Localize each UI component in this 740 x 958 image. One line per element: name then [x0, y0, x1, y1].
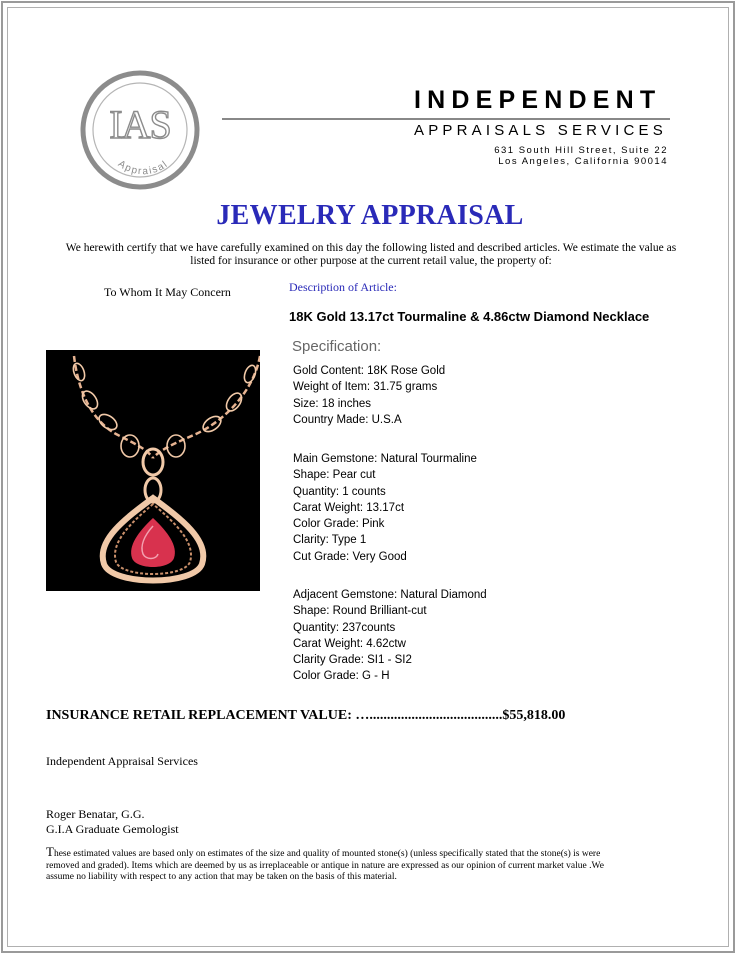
tourmaline-necklace-photo: [46, 350, 260, 591]
disclaimer-initial: T: [46, 844, 54, 859]
address-line-1: 631 South Hill Street, Suite 22: [494, 145, 668, 156]
signer-name: Roger Benatar, G.G.: [46, 807, 145, 821]
spec-line: Color Grade: Pink: [293, 518, 385, 531]
spec-line: Adjacent Gemstone: Natural Diamond: [293, 589, 487, 601]
spec-line: Clarity: Type 1: [293, 534, 367, 547]
spec-line: Shape: Round Brilliant-cut: [293, 605, 427, 618]
description-label: Description of Article:: [289, 280, 397, 294]
company-name: INDEPENDENT: [414, 86, 662, 114]
recipient: To Whom It May Concern: [104, 285, 231, 299]
document-title: JEWELRY APPRAISAL: [216, 200, 524, 231]
signer-title: G.I.A Graduate Gemologist: [46, 822, 179, 836]
spec-line: Clarity Grade: SI1 - SI2: [293, 654, 412, 667]
spec-line: Shape: Pear cut: [293, 469, 376, 482]
specification-label: Specification:: [292, 338, 382, 355]
organization-name: Independent Appraisal Services: [46, 754, 198, 768]
spec-line: Quantity: 1 counts: [293, 485, 386, 498]
spec-line: Carat Weight: 13.17ct: [293, 501, 405, 514]
spec-line: Country Made: U.S.A: [293, 413, 402, 426]
logo-arc-text: Appraisal: [115, 158, 171, 178]
metal-spec-list: [293, 363, 445, 428]
spec-line: Cut Grade: Very Good: [293, 550, 407, 563]
disclaimer-text: hese estimated values are based only on estimates of the size and quality of mounted stone(s) (unless specifically stated that the stone(s) is were removed and graded). Items which are deemed by us as irreplaceable or antique in nature are expressed as our opinion of current market value .We assume no liability with respect to any action that may be taken on the basis of this material.: [46, 849, 604, 882]
logo-letters: IAS: [109, 102, 171, 147]
ias-logo-icon: [78, 68, 202, 192]
adjacent-gemstone-spec-list: [293, 587, 487, 685]
disclaimer: [46, 846, 606, 884]
spec-line: Color Grade: G - H: [293, 670, 390, 683]
article-title: 18K Gold 13.17ct Tourmaline & 4.86ctw Diamond Necklace: [289, 309, 650, 324]
spec-line: Weight of Item: 31.75 grams: [293, 381, 438, 394]
address-line-2: Los Angeles, California 90014: [498, 156, 668, 167]
main-gemstone-spec-list: [293, 451, 477, 565]
spec-line: Carat Weight: 4.62ctw: [293, 637, 406, 650]
insurance-value: INSURANCE RETAIL REPLACEMENT VALUE: …......................................$55,818.00: [46, 708, 566, 723]
certify-statement: We herewith certify that we have carefully examined on this day the following listed and described articles. We estimate the value as listed for insurance or other purpose at the current retail value, the property of:: [65, 242, 677, 267]
spec-line: Main Gemstone: Natural Tourmaline: [293, 453, 477, 465]
spec-line: Size: 18 inches: [293, 397, 371, 410]
signer-block: [46, 807, 179, 837]
company-subtitle: APPRAISALS SERVICES: [414, 122, 667, 139]
spec-line: Quantity: 237counts: [293, 621, 396, 634]
spec-line: Gold Content: 18K Rose Gold: [293, 365, 446, 377]
header-divider: [222, 118, 670, 120]
